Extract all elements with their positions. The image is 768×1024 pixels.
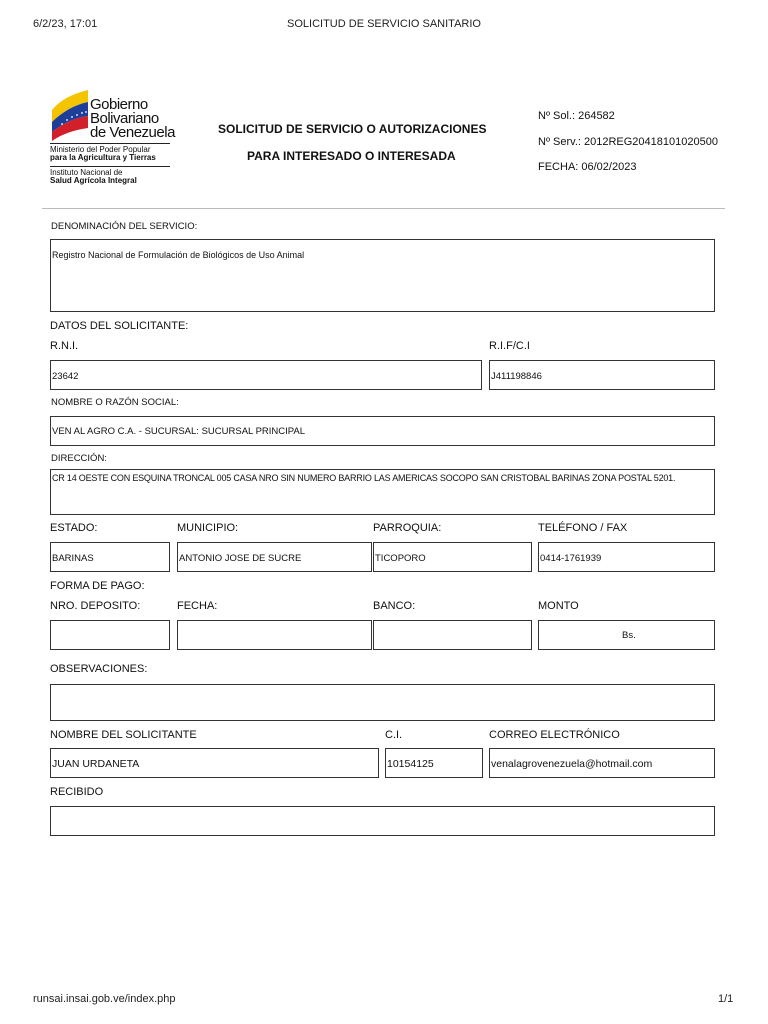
observaciones-label: OBSERVACIONES: bbox=[50, 663, 148, 675]
direccion-value: CR 14 OESTE CON ESQUINA TRONCAL 005 CASA NRO SIN NUMERO BARRIO LAS AMERICAS SOCOPO SAN CRISTOBAL BARINAS ZONA POSTAL 5201. bbox=[52, 473, 676, 483]
sol-number: Nº Sol.: 264582 bbox=[538, 110, 615, 122]
banco-field bbox=[373, 620, 532, 650]
recibido-field bbox=[50, 806, 715, 836]
monto-field bbox=[538, 620, 715, 650]
nombre-field bbox=[50, 416, 715, 446]
logo-line2: Bolivariano bbox=[90, 110, 159, 127]
rif-value: J411198846 bbox=[491, 371, 542, 382]
pago-fecha-field bbox=[177, 620, 372, 650]
municipio-value: ANTONIO JOSE DE SUCRE bbox=[179, 553, 302, 564]
print-url: runsai.insai.gob.ve/index.php bbox=[33, 993, 176, 1005]
nombre-label: NOMBRE O RAZÓN SOCIAL: bbox=[51, 397, 179, 408]
rnj-value: 23642 bbox=[52, 371, 79, 382]
correo-label: CORREO ELECTRÓNICO bbox=[489, 729, 620, 741]
request-date: FECHA: 06/02/2023 bbox=[538, 161, 637, 173]
servicio-label: DENOMINACIÓN DEL SERVICIO: bbox=[51, 221, 198, 232]
monto-label: MONTO bbox=[538, 600, 579, 612]
solicitante-nombre-value: JUAN URDANETA bbox=[52, 758, 140, 770]
servicio-field bbox=[50, 239, 715, 312]
flag-icon bbox=[50, 88, 90, 143]
solicitante-section-label: DATOS DEL SOLICITANTE: bbox=[50, 320, 189, 332]
solicitante-nombre-field bbox=[50, 748, 379, 778]
pago-fecha-label: FECHA: bbox=[177, 600, 218, 612]
estado-label: ESTADO: bbox=[50, 522, 98, 534]
logo-ministry1: Ministerio del Poder Popular bbox=[50, 145, 151, 154]
telefono-label: TELÉFONO / FAX bbox=[538, 522, 628, 534]
banco-label: BANCO: bbox=[373, 600, 416, 612]
logo-divider bbox=[50, 143, 170, 144]
solicitante-nombre-label: NOMBRE DEL SOLICITANTE bbox=[50, 729, 197, 741]
ci-field bbox=[385, 748, 483, 778]
correo-field bbox=[489, 748, 715, 778]
logo-institute1: Instituto Nacional de bbox=[50, 168, 123, 177]
municipio-label: MUNICIPIO: bbox=[177, 522, 239, 534]
correo-value: venalagrovenezuela@hotmail.com bbox=[491, 758, 653, 770]
observaciones-field bbox=[50, 684, 715, 721]
parroquia-field bbox=[373, 542, 532, 572]
telefono-field bbox=[538, 542, 715, 572]
form-title-line2: PARA INTERESADO O INTERESADA bbox=[247, 149, 456, 163]
print-page-number: 1/1 bbox=[718, 993, 734, 1005]
municipio-field bbox=[177, 542, 372, 572]
direccion-label: DIRECCIÓN: bbox=[51, 453, 107, 464]
logo-institute2: Salud Agrícola Integral bbox=[50, 176, 137, 185]
print-datetime: 6/2/23, 17:01 bbox=[33, 18, 98, 30]
logo-ministry2: para la Agricultura y Tierras bbox=[50, 153, 156, 162]
nombre-value: VEN AL AGRO C.A. - SUCURSAL: SUCURSAL PRINCIPAL bbox=[52, 426, 306, 437]
rnj-label: R.N.I. bbox=[50, 340, 79, 352]
institution-logo bbox=[50, 88, 175, 196]
rif-label: R.I.F/C.I bbox=[489, 340, 530, 352]
logo-divider-2 bbox=[50, 166, 170, 167]
form-title-line1: SOLICITUD DE SERVICIO O AUTORIZACIONES bbox=[218, 122, 487, 136]
serv-number: Nº Serv.: 2012REG20418101020500 bbox=[538, 136, 718, 148]
ci-value: 10154125 bbox=[387, 758, 434, 770]
deposito-field bbox=[50, 620, 170, 650]
pago-section-label: FORMA DE PAGO: bbox=[50, 580, 145, 592]
rnj-field bbox=[50, 360, 482, 390]
telefono-value: 0414-1761939 bbox=[540, 553, 602, 564]
logo-line3: de Venezuela bbox=[90, 124, 175, 141]
rif-field bbox=[489, 360, 715, 390]
deposito-label: NRO. DEPOSITO: bbox=[50, 600, 141, 612]
logo-line1: Gobierno bbox=[90, 96, 148, 113]
servicio-value: Registro Nacional de Formulación de Biológicos de Uso Animal bbox=[52, 250, 305, 260]
recibido-label: RECIBIDO bbox=[50, 786, 104, 798]
print-title: SOLICITUD DE SERVICIO SANITARIO bbox=[287, 18, 481, 30]
header-divider bbox=[42, 208, 725, 209]
ci-label: C.I. bbox=[385, 729, 403, 741]
estado-field bbox=[50, 542, 170, 572]
parroquia-label: PARROQUIA: bbox=[373, 522, 442, 534]
direccion-field bbox=[50, 469, 715, 515]
monto-value: Bs. bbox=[622, 630, 636, 641]
estado-value: BARINAS bbox=[52, 553, 94, 564]
parroquia-value: TICOPORO bbox=[375, 553, 426, 564]
